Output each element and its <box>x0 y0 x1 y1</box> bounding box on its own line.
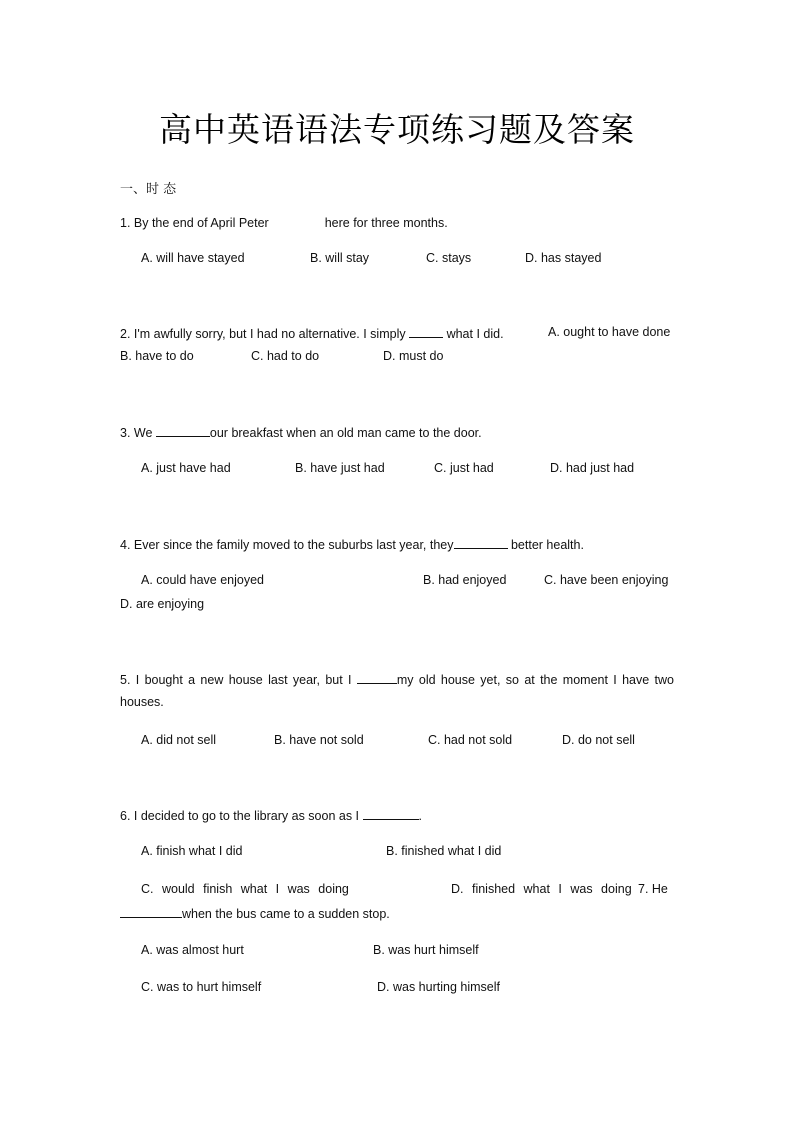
question-1-option-d: D. has stayed <box>525 251 602 265</box>
question-6-option-b: B. finished what I did <box>386 844 502 858</box>
question-4-option-d: D. are enjoying <box>120 597 205 611</box>
question-4-option-a: A. could have enjoyed <box>141 573 265 587</box>
question-7-stem-part-b: when the bus came to a sudden stop. <box>182 907 390 921</box>
question-7-option-d: D. was hurting himself <box>377 980 500 994</box>
question-7-option-b: B. was hurt himself <box>373 943 479 957</box>
answer-blank <box>269 214 325 227</box>
question-6-option-a: A. finish what I did <box>141 844 243 858</box>
answer-blank <box>409 325 443 338</box>
question-5-stem-part-b: my old house yet, so at the moment I have two <box>396 673 674 687</box>
question-2-option-a: A. ought to have done <box>548 325 671 339</box>
section-heading: 一、时 态 <box>120 182 177 197</box>
question-1-stem <box>120 214 448 230</box>
question-5-stem-part-a: 5. I bought a new house last year, but I <box>120 673 352 687</box>
question-3-option-c: C. just had <box>434 461 494 475</box>
question-3-option-a: A. just have had <box>141 461 231 475</box>
question-6-option-c: C. would finish what I was doing <box>141 882 349 896</box>
question-5-option-b: B. have not sold <box>274 733 364 747</box>
question-5-option-c: C. had not sold <box>428 733 513 747</box>
question-7-stem-part-a: 7. He <box>638 882 668 896</box>
question-4-option-b: B. had enjoyed <box>423 573 507 587</box>
question-4-stem-part-a: 4. Ever since the family moved to the suburbs last year, they <box>120 538 454 552</box>
question-4-option-c: C. have been enjoying <box>544 573 669 587</box>
question-5-stem-line-2: houses. <box>120 695 164 709</box>
question-1-option-c: C. stays <box>426 251 472 265</box>
question-1-stem-part-a: 1. By the end of April Peter <box>120 216 269 230</box>
question-1-stem-part-b: here for three months. <box>324 216 448 230</box>
question-3-option-b: B. have just had <box>295 461 385 475</box>
question-7-stem-line-2 <box>120 905 390 921</box>
question-1-option-b: B. will stay <box>310 251 370 265</box>
answer-blank <box>454 536 508 549</box>
question-3-option-d: D. had just had <box>550 461 635 475</box>
page-title: 高中英语语法专项练习题及答案 <box>159 110 635 149</box>
answer-blank <box>363 807 419 820</box>
question-5-option-a: A. did not sell <box>141 733 217 747</box>
answer-blank <box>357 671 397 684</box>
question-6-stem-part-b: . <box>418 809 423 823</box>
question-6-stem <box>120 807 422 823</box>
question-6-option-d: D. finished what I was doing <box>451 882 632 896</box>
question-3-stem-part-b: our breakfast when an old man came to the door. <box>209 426 482 440</box>
question-2-stem-part-b: what I did. <box>446 327 504 341</box>
answer-blank <box>156 424 210 437</box>
question-5-stem-line-1 <box>120 671 674 687</box>
question-6-stem-part-a: 6. I decided to go to the library as soon as I <box>120 809 360 823</box>
question-2-stem <box>120 325 504 341</box>
question-4-stem-part-b: better health. <box>510 538 584 552</box>
question-2-option-c: C. had to do <box>251 349 320 363</box>
question-2-stem-part-a: 2. I'm awfully sorry, but I had no alternative. I simply <box>120 327 406 341</box>
question-1-option-a: A. will have stayed <box>141 251 245 265</box>
question-5-option-d: D. do not sell <box>562 733 635 747</box>
question-3-stem-part-a: 3. We <box>120 426 153 440</box>
question-2-option-b: B. have to do <box>120 349 194 363</box>
question-4-stem <box>120 536 584 552</box>
question-7-option-c: C. was to hurt himself <box>141 980 262 994</box>
question-2-option-d: D. must do <box>383 349 444 363</box>
question-3-stem <box>120 424 482 440</box>
answer-blank <box>120 905 182 918</box>
question-7-option-a: A. was almost hurt <box>141 943 244 957</box>
